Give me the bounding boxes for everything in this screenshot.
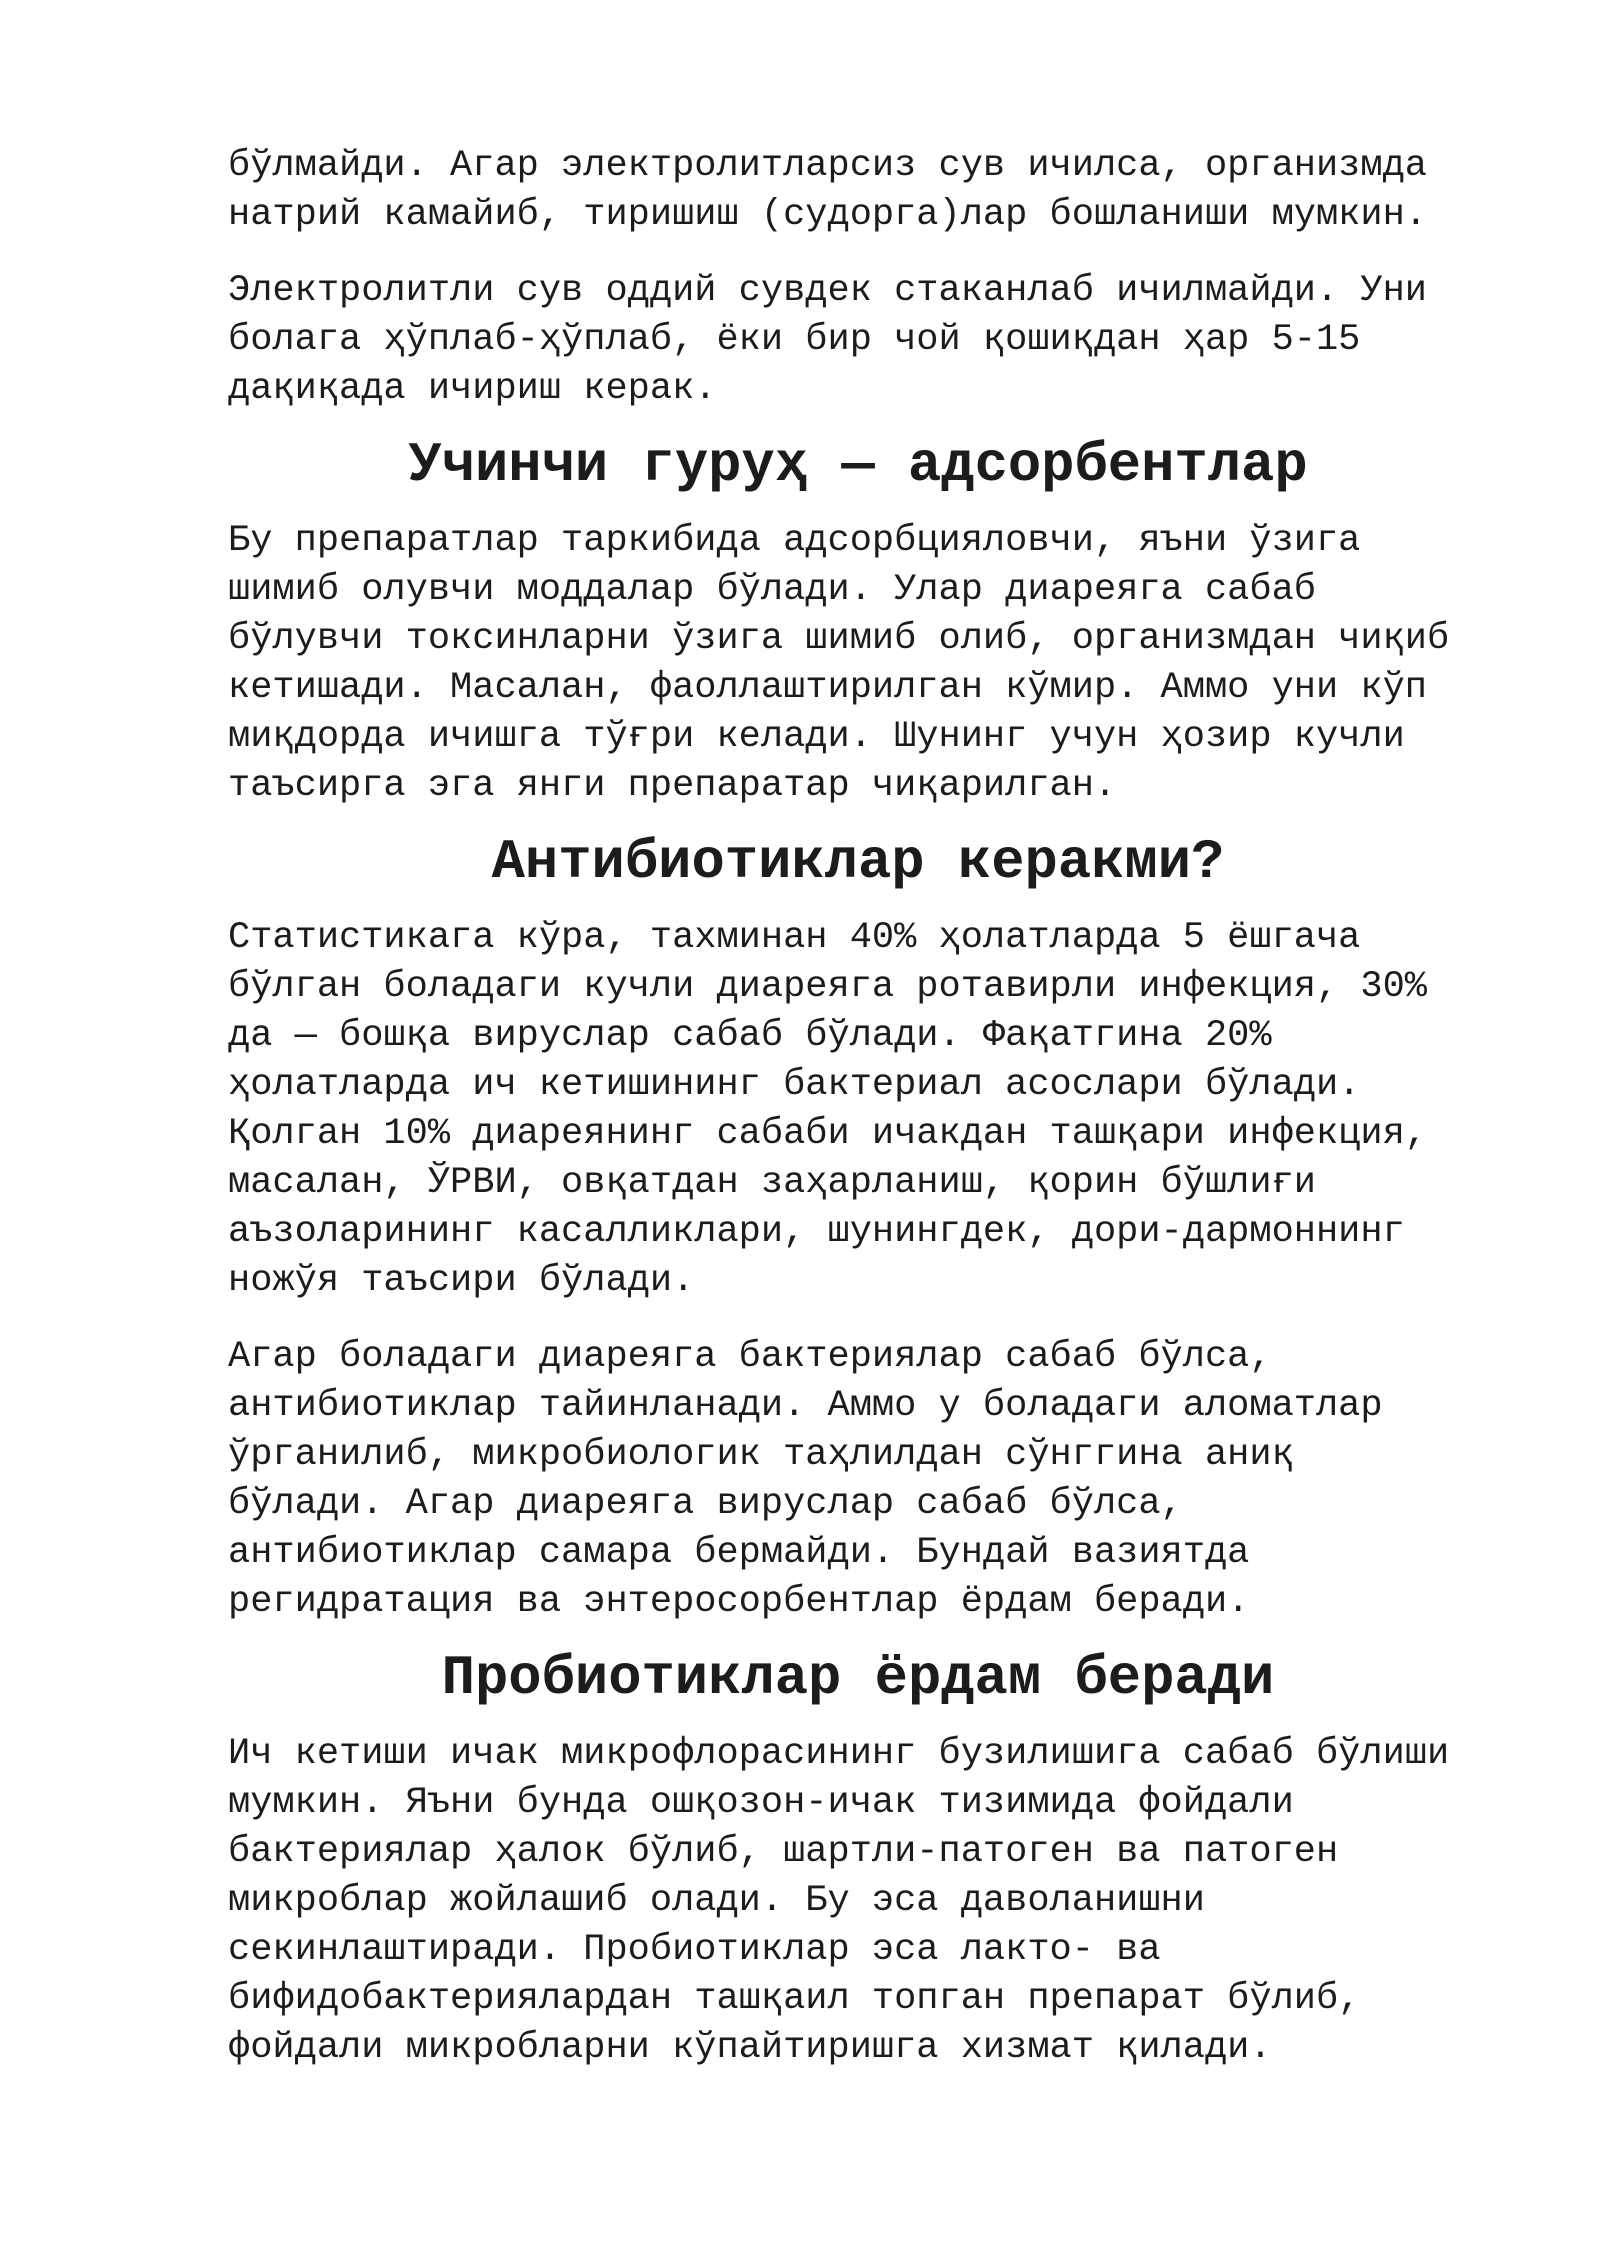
- paragraph-electrolytes-warning: бўлмайди. Агар электролитларсиз сув ичилса, организмда натрий камайиб, тиришиш (судорга)лар бошланиши мумкин.: [228, 145, 1427, 236]
- paragraph-electrolyte-dosing: Электролитли сув оддий сувдек стаканлаб ичилмайди. Уни болага ҳўплаб-ҳўплаб, ёки бир чой қошиқдан ҳар 5-15 дақиқада ичириш керак.: [228, 270, 1427, 410]
- paragraph-statistics: Статистикага кўра, тахминан 40% ҳолатларда 5 ёшгача бўлган боладаги кучли диареяга ротавирли инфекция, 30% да — бошқа вируслар сабаб бўлади. Фақатгина 20% ҳолатларда ич кетишининг бактериал асослари бўлади. Қолган 10% диареянинг сабаби ичакдан ташқари инфекция, масалан, ЎРВИ, овқатдан заҳарланиш, қорин бўшлиғи аъзоларининг касалликлари, шунингдек, дори-дармоннинг ножўя таъсири бўлади.: [228, 917, 1427, 1302]
- document-body: [228, 142, 1488, 2100]
- heading-probiotics: Пробиотиклар ёрдам беради: [441, 1647, 1275, 1710]
- paragraph-antibiotics-usage: Агар боладаги диареяга бактериялар сабаб бўлса, антибиотиклар тайинланади. Аммо у боладаги аломатлар ўрганилиб, микробиологик таҳлилдан сўнггина аниқ бўлади. Агар диареяга вируслар сабаб бўлса, антибиотиклар самара бермайди. Бундай вазиятда регидратация ва энтеросорбентлар ёрдам беради.: [228, 1336, 1383, 1623]
- heading-antibiotics: Антибиотиклар керакми?: [491, 831, 1225, 894]
- paragraph-adsorbents: Бу препаратлар таркибида адсорбцияловчи, яъни ўзига шимиб олувчи моддалар бўлади. Улар диареяга сабаб бўлувчи токсинларни ўзига шимиб олиб, организмдан чиқиб кетишади. Масалан, фаоллаштирилган кўмир. Аммо уни кўп миқдорда ичишга тўғри келади. Шунинг учун ҳозир кучли таъсирга эга янги препаратар чиқарилган.: [228, 520, 1450, 807]
- heading-adsorbents: Учинчи гуруҳ — адсорбентлар: [408, 434, 1308, 497]
- paragraph-probiotics: Ич кетиши ичак микрофлорасининг бузилишига сабаб бўлиши мумкин. Яъни бунда ошқозон-ичак тизимида фойдали бактериялар ҳалок бўлиб, шартли-патоген ва патоген микроблар жойлашиб олади. Бу эса даволанишни секинлаштиради. Пробиотиклар эса лакто- ва бифидобактериялардан ташқаил топган препарат бўлиб, фойдали микробларни кўпайтиришга хизмат қилади.: [228, 1733, 1450, 2069]
